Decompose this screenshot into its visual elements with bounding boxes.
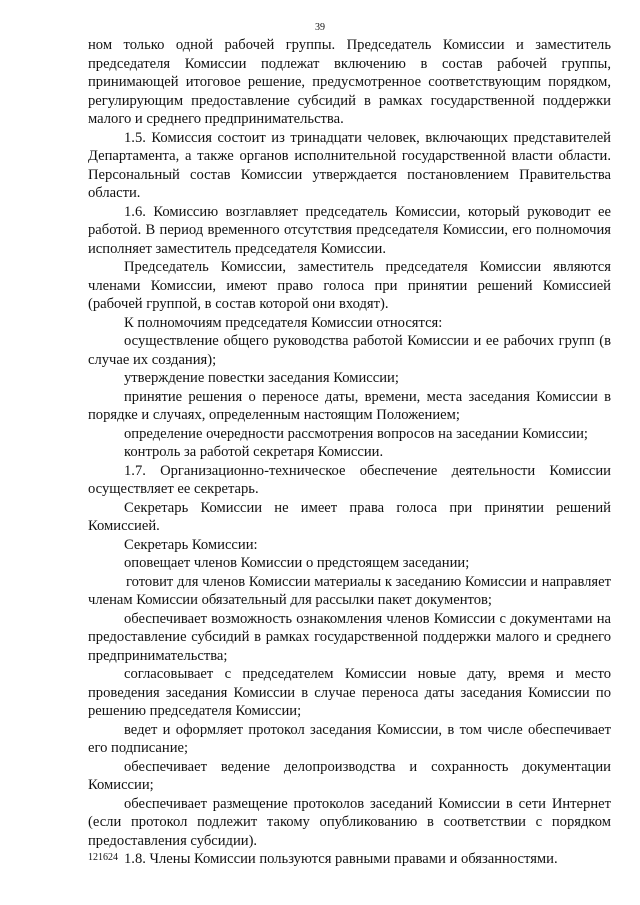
page-number: 39 (315, 22, 325, 33)
paragraph-chair-power-item: принятие решения о переносе даты, времени, места заседания Комиссии в порядке и случаях, определенным настоящим Положением; (88, 388, 611, 423)
document-body (88, 36, 611, 869)
paragraph-chair-power-item: осуществление общего руководства работой Комиссии и ее рабочих групп (в случае их создания); (88, 333, 611, 368)
paragraph-secretary-duty: обеспечивает возможность ознакомления членов Комиссии с документами на предоставление субсидий в рамках государственной поддержки малого и среднего предпринимательства; (88, 610, 611, 664)
paragraph-chair-power-item: утверждение повестки заседания Комиссии; (124, 370, 399, 386)
document-code: 121624 (88, 852, 118, 863)
paragraph-chair-members: Председатель Комиссии, заместитель председателя Комиссии являются членами Комиссии, имеют право голоса при принятии решений Комиссией (рабочей группой, в состав которой они входят). (88, 259, 611, 312)
paragraph-secretary-duty: обеспечивает размещение протоколов заседаний Комиссии в сети Интернет (если протокол подлежит такому опубликованию в соответствии с порядком предоставления субсидии). (88, 795, 611, 849)
paragraph-chair-powers-intro: К полномочиям председателя Комиссии относятся: (124, 314, 443, 331)
paragraph-1-6: 1.6. Комиссию возглавляет председатель Комиссии, который руководит ее работой. В период временного отсутствия председателя Комиссии, его полномочия исполняет заместитель председателя Комиссии. (88, 203, 611, 257)
paragraph-secretary-duty: оповещает членов Комиссии о предстоящем заседании; (124, 555, 470, 571)
paragraph-1-7: 1.7. Организационно-техническое обеспечение деятельности Комиссии осуществляет ее секретарь. (88, 462, 611, 497)
paragraph-secretary-duty: обеспечивает ведение делопроизводства и сохранность документации Комиссии; (88, 758, 611, 793)
paragraph-secretary-duty: согласовывает с председателем Комиссии новые дату, время и место проведения заседания Комиссии в случае переноса даты заседания Комиссии по решению председателя Комиссии; (88, 666, 611, 719)
paragraph-1-8: 1.8. Члены Комиссии пользуются равными правами и обязанностями. (124, 851, 558, 867)
paragraph-secretary-duty: ведет и оформляет протокол заседания Комиссии, в том числе обеспечивает его подписание; (88, 721, 611, 756)
paragraph-secretary-intro: Секретарь Комиссии: (124, 536, 258, 553)
paragraph-chair-power-item: определение очередности рассмотрения вопросов на заседании Комиссии; (124, 425, 588, 442)
paragraph-continuation: ном только одной рабочей группы. Председатель Комиссии и заместитель председателя Комиссии подлежат включению в состав рабочей группы, принимающей итоговое решение, предусмотренное соответствующим порядком, регулирующим предоставление субсидий в рамках государственной поддержки малого и среднего предпринимательства. (88, 37, 611, 127)
paragraph-secretary-duty: готовит для членов Комиссии материалы к заседанию Комиссии и направляет членам Комиссии обязательный для рассылки пакет документов; (88, 573, 611, 608)
paragraph-chair-power-item: контроль за работой секретаря Комиссии. (124, 444, 384, 460)
paragraph-1-5: 1.5. Комиссия состоит из тринадцати человек, включающих представителей Департамента, а также органов исполнительной государственной власти области. Персональный состав Комиссии утверждается постановлением Правительства области. (88, 129, 611, 201)
paragraph-secretary-no-vote: Секретарь Комиссии не имеет права голоса при принятии решений Комиссией. (88, 499, 611, 534)
